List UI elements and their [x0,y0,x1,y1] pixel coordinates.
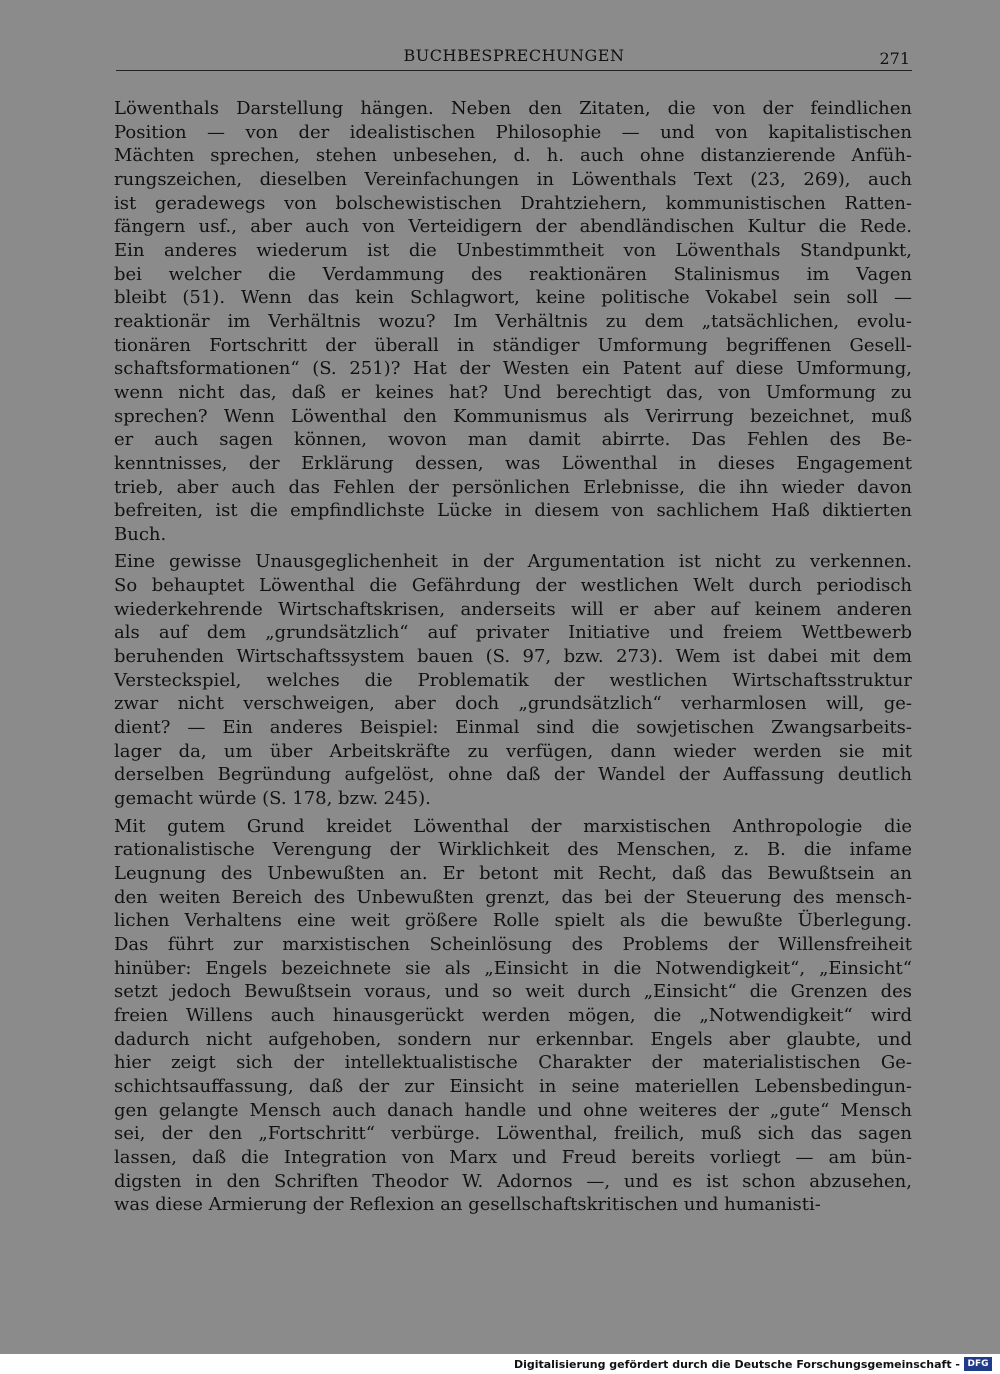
paragraph [114,815,912,1217]
text-line: dient? — Ein anderes Beispiel: Einmal sind die sowjetischen Zwangsarbeits- [114,717,912,739]
text-line: kenntnisses, der Erklärung dessen, was Löwenthal in dieses Engagement [114,452,912,474]
text-line: hier zeigt sich der intellektualistische Charakter der materialistischen Ge- [114,1052,912,1074]
text-line: als auf dem „grundsätzlich“ auf privater Initiative und freiem Wettbewerb [114,622,912,644]
text-line: Das führt zur marxistischen Scheinlösung des Problems der Willensfreiheit [114,933,912,955]
text-line: hinüber: Engels bezeichnete sie als „Einsicht in die Notwendigkeit“, „Einsicht“ [114,957,912,979]
text-line: was diese Armierung der Reflexion an gesellschaftskritischen und humanisti- [114,1194,821,1216]
text-line: Mächten sprechen, stehen unbesehen, d. h. auch ohne distanzierende Anfüh- [114,145,912,167]
text-line: bleibt (51). Wenn das kein Schlagwort, keine politische Vokabel sein soll — [114,287,912,309]
text-line: befreiten, ist die empfindlichste Lücke in diesem von sachlichem Haß diktierten [114,500,912,522]
text-line: Leugnung des Unbewußten an. Er betont mit Recht, daß das Bewußtsein an [114,863,912,884]
text-line: gen gelangte Mensch auch danach handle und ohne weiteres der „gute“ Mensch [114,1099,912,1121]
text-line: lassen, daß die Integration von Marx und Freud bereits vorliegt — am bün- [114,1146,912,1168]
text-line: ist geradewegs von bolschewistischen Drahtziehern, kommunistischen Ratten- [114,192,912,214]
text-line: trieb, aber auch das Fehlen der persönlichen Erlebnisse, die ihn wieder davon [114,476,912,498]
text-line: Löwenthals Darstellung hängen. Neben den Zitaten, die von der feindlichen [114,98,912,119]
text-line: lichen Verhaltens eine weit größere Rolle spielt als die bewußte Überlegung. [114,910,912,932]
text-line: lager da, um über Arbeitskräfte zu verfügen, dann wieder werden sie mit [114,740,912,762]
section-title: BUCHBESPRECHUNGEN [403,46,625,65]
text-line: dadurch nicht aufgehoben, sondern nur erkennbar. Engels aber glaubte, und [114,1028,912,1050]
text-line: tionären Fortschritt der überall in ständiger Umformung begriffenen Gesell- [114,334,912,356]
text-line: reaktionär im Verhältnis wozu? Im Verhältnis zu dem „tatsächlichen, evolu- [114,310,912,332]
paragraph [114,97,912,546]
dfg-logo: DFG [964,1357,992,1371]
text-line: sprechen? Wenn Löwenthal den Kommunismus als Verirrung bezeichnet, muß [114,405,912,427]
text-line: Buch. [114,523,167,545]
paragraph [114,550,912,810]
text-line: So behauptet Löwenthal die Gefährdung der westlichen Welt durch periodisch [114,575,912,597]
text-line: gemacht würde (S. 178, bzw. 245). [114,788,431,810]
text-line: Position — von der idealistischen Philosophie — und von kapitalistischen [114,121,912,143]
text-line: Eine gewisse Unausgeglichenheit in der Argumentation ist nicht zu verkennen. [114,551,912,573]
text-line: Ein anderes wiederum ist die Unbestimmtheit von Löwenthals Standpunkt, [114,239,912,261]
text-line: beruhenden Wirtschaftssystem bauen (S. 97, bzw. 273). Wem ist dabei mit dem [114,646,912,668]
text-line: rungszeichen, dieselben Vereinfachungen in Löwenthals Text (23, 269), auch [114,168,912,190]
text-line: schichtsauffassung, daß der zur Einsicht in seine materiellen Lebensbedingun- [114,1075,912,1097]
running-header [116,46,912,71]
text-line: sei, der den „Fortschritt“ verbürge. Löwenthal, freilich, muß sich das sagen [114,1123,912,1145]
funding-credit: Digitalisierung gefördert durch die Deutsche Forschungsgemeinschaft - [513,1358,960,1371]
text-line: rationalistische Verengung der Wirklichkeit des Menschen, z. B. die infame [114,839,912,861]
text-line: setzt jedoch Bewußtsein voraus, und so weit durch „Einsicht“ die Grenzen des [114,981,912,1003]
text-line: wiederkehrende Wirtschaftskrisen, anderseits will er aber auf keinem anderen [114,598,912,620]
article-body [114,97,912,1221]
text-line: freien Willens auch hinausgerückt werden mögen, die „Notwendigkeit“ wird [114,1004,912,1026]
text-line: er auch sagen können, wovon man damit abirrte. Das Fehlen des Be- [114,429,912,451]
digitization-footer [0,1354,1000,1374]
text-line: schaftsformationen“ (S. 251)? Hat der Westen ein Patent auf diese Umformung, [114,358,912,380]
text-line: derselben Begründung aufgelöst, ohne daß der Wandel der Auffassung deutlich [114,764,912,786]
text-line: fängern usf., aber auch von Verteidigern der abendländischen Kultur die Rede. [114,216,912,238]
text-line: digsten in den Schriften Theodor W. Adornos —, und es ist schon abzusehen, [114,1170,912,1192]
text-line: Versteckspiel, welches die Problematik der westlichen Wirtschaftsstruktur [114,669,912,691]
page-number: 271 [879,49,910,68]
text-line: zwar nicht verschweigen, aber doch „grundsätzlich“ verharmlosen will, ge- [114,693,912,715]
text-line: den weiten Bereich des Unbewußten grenzt, das bei der Steuerung des mensch- [114,886,912,908]
text-line: Mit gutem Grund kreidet Löwenthal der marxistischen Anthropologie die [114,815,912,837]
text-line: wenn nicht das, daß er keines hat? Und berechtigt das, von Umformung zu [114,381,912,403]
text-line: bei welcher die Verdammung des reaktionären Stalinismus im Vagen [114,263,912,285]
